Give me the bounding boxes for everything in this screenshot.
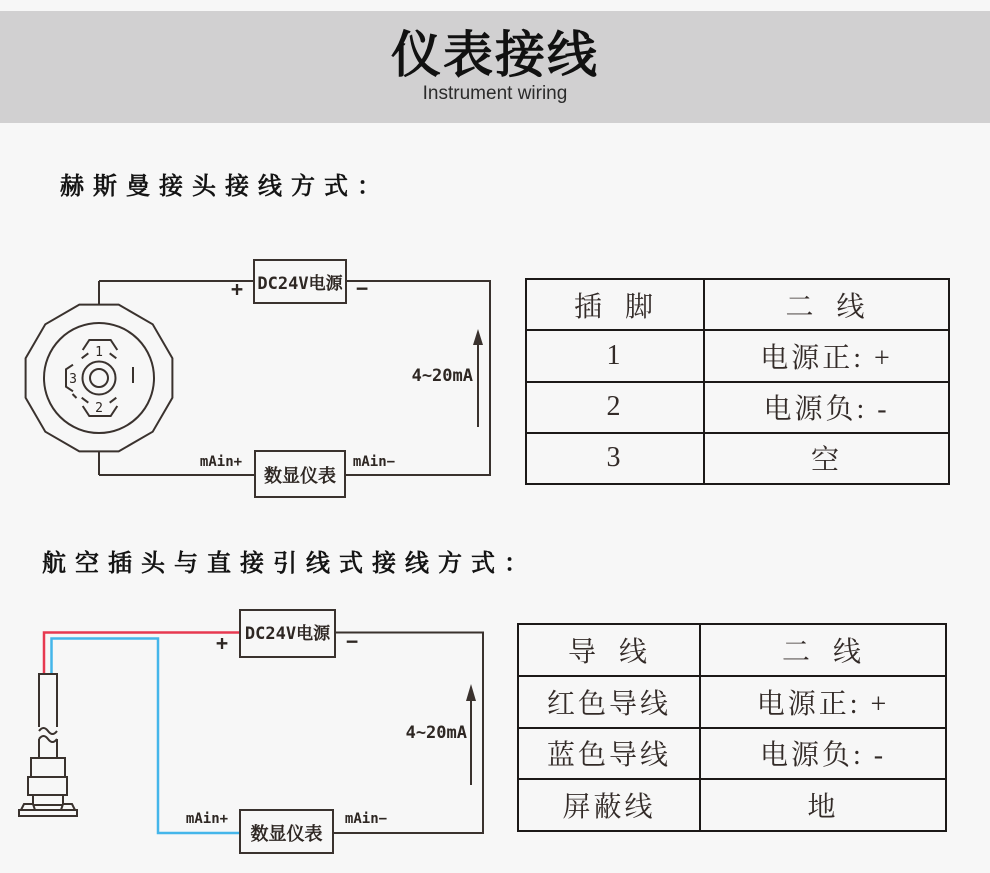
- table-row: [526, 382, 949, 433]
- connector-drawing: [26, 305, 173, 452]
- table-row: [526, 330, 949, 381]
- two-wire-column-header: 二 线: [700, 624, 946, 676]
- wire-column-header: 导 线: [518, 624, 700, 676]
- table-row: [526, 433, 949, 484]
- wire-cell: 屏蔽线: [518, 779, 700, 831]
- meter-label: 数显仪表: [250, 824, 323, 845]
- table-row: [518, 728, 946, 780]
- sensor-base-plate: [19, 810, 77, 816]
- wire-cell: 蓝色导线: [518, 728, 700, 780]
- pin1-label: 1: [95, 345, 103, 360]
- wire-table: [517, 623, 947, 832]
- page-subtitle: Instrument wiring: [422, 82, 568, 104]
- header-band: [0, 11, 990, 123]
- wiring-cell: 地: [700, 779, 946, 831]
- table-row: [518, 779, 946, 831]
- section1-heading: 赫斯曼接头接线方式：: [60, 173, 390, 200]
- hirschmann-wiring-diagram: [0, 240, 520, 510]
- aviation-wiring-diagram: [0, 590, 520, 865]
- power-supply-label: DC24V电源: [244, 624, 331, 644]
- pin3-label: 3: [69, 372, 77, 387]
- pin-cell: 1: [526, 330, 704, 381]
- main-in-plus-label: mAin+: [199, 454, 243, 470]
- current-arrowhead-icon: [466, 684, 476, 701]
- main-in-plus-label: mAin+: [185, 811, 229, 827]
- meter-label: 数显仪表: [264, 466, 336, 487]
- plus-terminal-label: +: [230, 277, 244, 301]
- main-in-minus-label: mAin−: [352, 454, 396, 470]
- power-supply-label: DC24V电源: [257, 274, 343, 294]
- connector-outer-body: [26, 305, 173, 452]
- sensor-neck: [33, 795, 63, 805]
- pin-column-header: 插 脚: [526, 279, 704, 330]
- wiring-cell: 电源正: +: [704, 330, 949, 381]
- current-arrowhead-icon: [473, 329, 483, 345]
- wiring-cell: 电源负: -: [704, 382, 949, 433]
- wiring-cell: 电源正: +: [700, 676, 946, 728]
- table-header-row: [518, 624, 946, 676]
- sensor-stem: [39, 674, 57, 758]
- minus-terminal-label: −: [345, 629, 359, 653]
- blue-wire: [52, 639, 241, 834]
- plus-terminal-label: +: [215, 631, 229, 655]
- sensor-body-block: [31, 758, 65, 777]
- table-header-row: [526, 279, 949, 330]
- pin-cell: 3: [526, 433, 704, 484]
- current-label: 4~20mA: [411, 366, 473, 386]
- page-title: 仪表接线: [391, 27, 599, 84]
- wire-cell: 红色导线: [518, 676, 700, 728]
- minus-terminal-label: −: [355, 276, 369, 300]
- section2-heading: 航空插头与直接引线式接线方式：: [42, 550, 537, 577]
- current-label: 4~20mA: [405, 723, 467, 743]
- wiring-cell: 空: [704, 433, 949, 484]
- wiring-cell: 电源负: -: [700, 728, 946, 780]
- main-in-minus-label: mAin−: [344, 811, 388, 827]
- pin-cell: 2: [526, 382, 704, 433]
- table-row: [518, 676, 946, 728]
- pin-table: [525, 278, 950, 485]
- two-wire-column-header: 二 线: [704, 279, 949, 330]
- sensor-body-block: [28, 777, 67, 795]
- sensor-drawing: [19, 674, 77, 816]
- pin2-label: 2: [95, 401, 103, 416]
